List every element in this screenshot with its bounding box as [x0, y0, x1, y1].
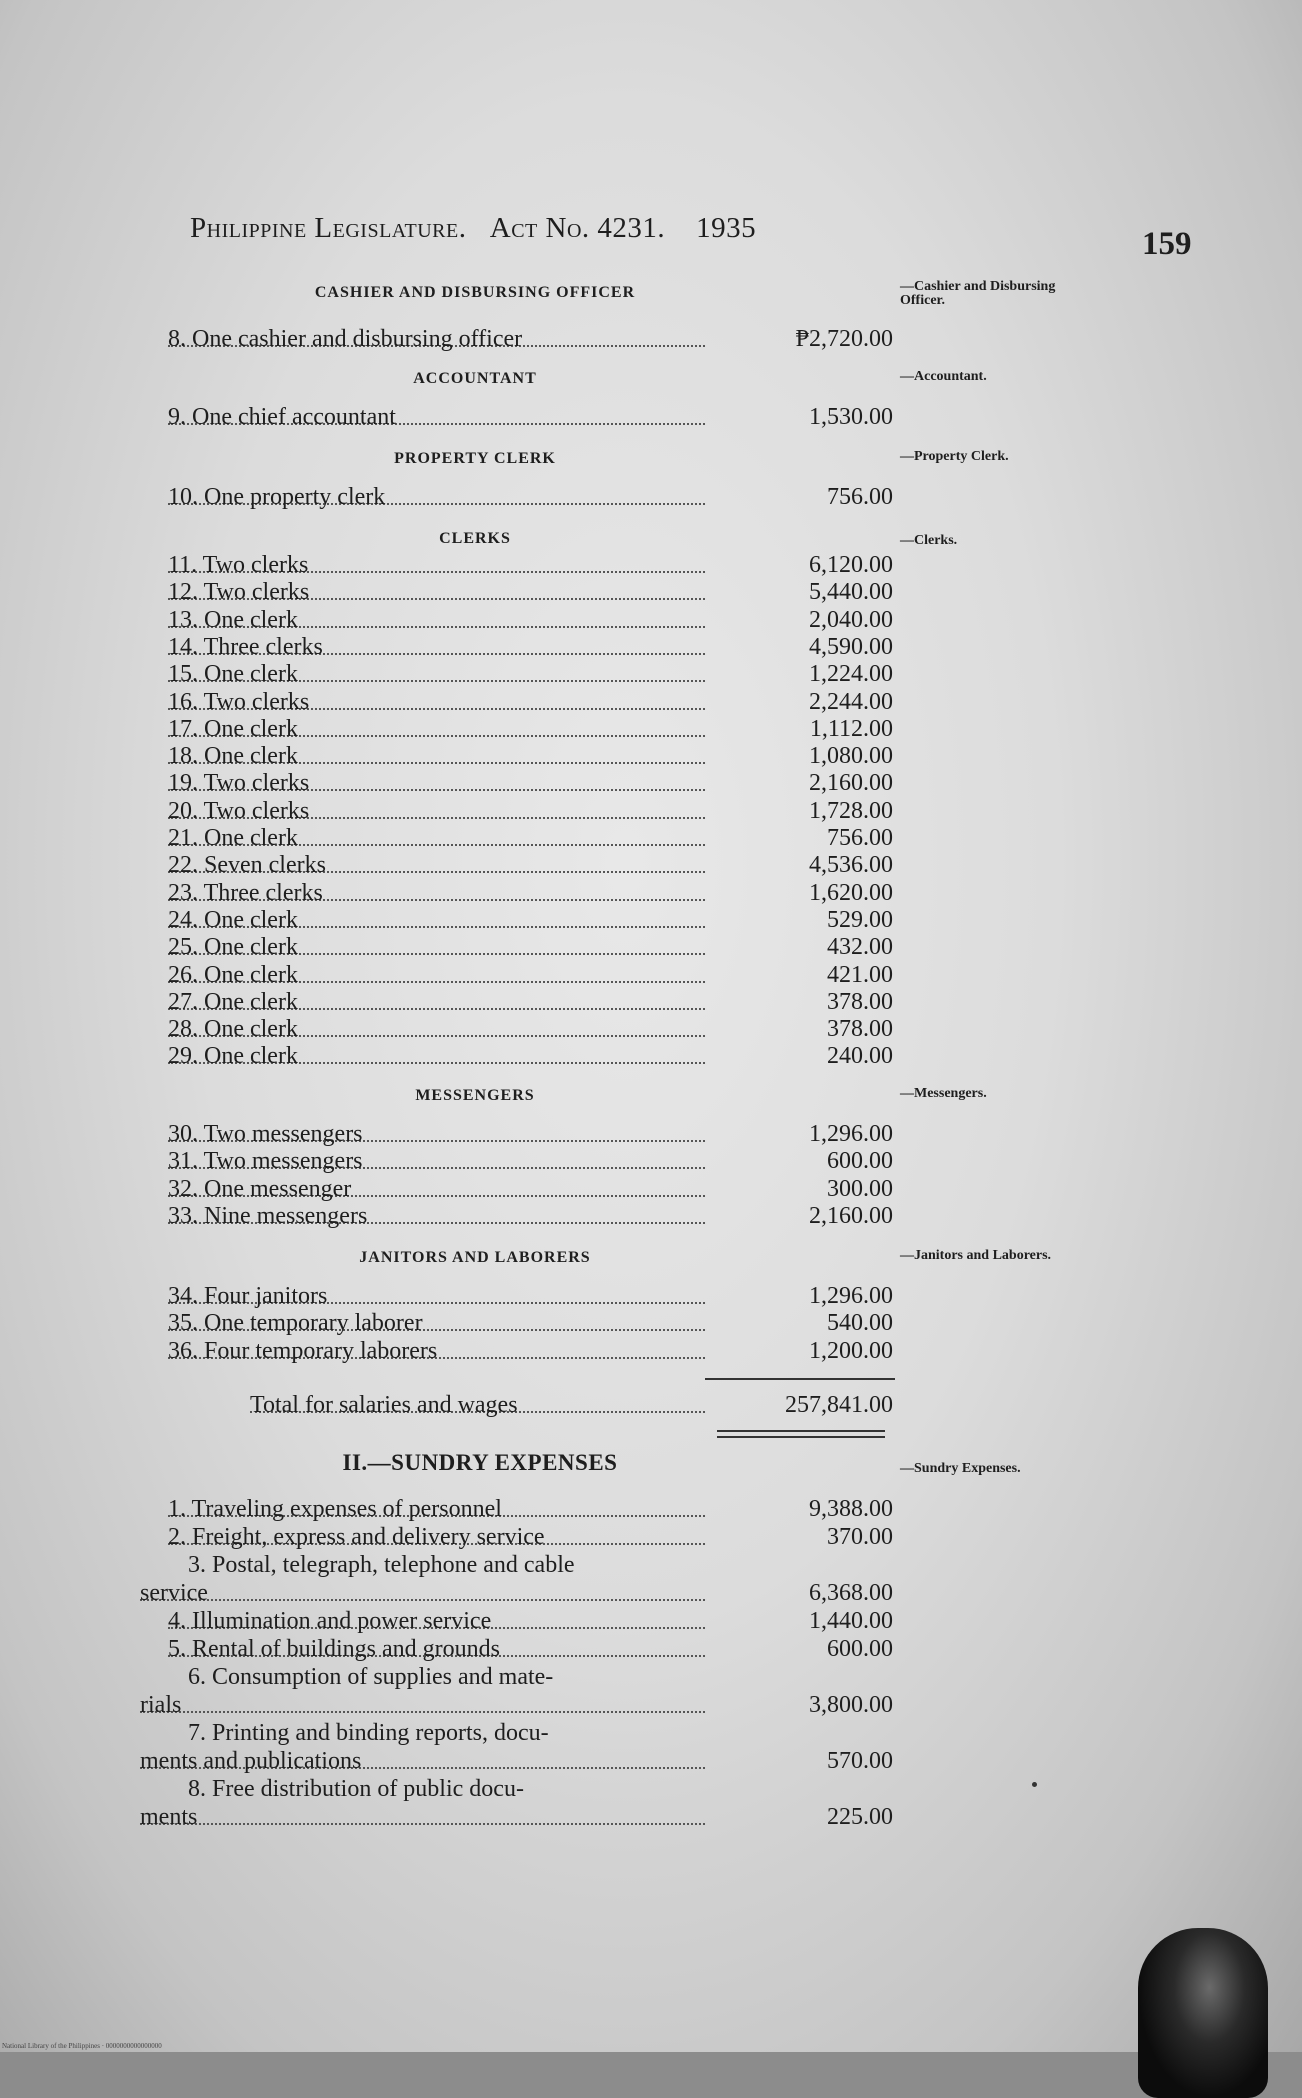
- running-header: [190, 212, 890, 245]
- table-row: [0, 607, 1302, 634]
- table-row: [0, 1016, 1302, 1043]
- table-row: [0, 825, 1302, 852]
- row-label-cell: [168, 852, 705, 879]
- row-label-cell: [168, 1121, 705, 1148]
- table-row: [0, 404, 1302, 431]
- table-row: [0, 1580, 1302, 1607]
- section-heading-row: [0, 450, 1302, 474]
- table-row: [0, 1121, 1302, 1148]
- row-label-cell: [168, 1496, 705, 1523]
- table-row: [0, 1748, 1302, 1775]
- table-row: [0, 1043, 1302, 1070]
- item-label: 24. One clerk: [168, 907, 304, 934]
- item-label: 19. Two clerks: [168, 770, 315, 797]
- scan-credit: National Library of the Philippines · 0000000000000000: [2, 2042, 162, 2050]
- item-label: 8. One cashier and disbursing officer: [168, 326, 528, 353]
- total-rule-double-1: [717, 1430, 885, 1432]
- table-row: [0, 1692, 1302, 1719]
- row-label-cell: [168, 1203, 705, 1230]
- item-label: 5. Rental of buildings and grounds: [168, 1636, 506, 1663]
- item-label: 2. Freight, express and delivery service: [168, 1524, 551, 1551]
- item-amount: 1,112.00: [809, 715, 893, 742]
- item-label: 30. Two messengers: [168, 1121, 369, 1148]
- item-amount: 2,040.00: [809, 606, 893, 633]
- table-row: [0, 1310, 1302, 1337]
- item-label: 28. One clerk: [168, 1016, 304, 1043]
- total-rule-double-2: [717, 1436, 885, 1438]
- item-amount: 756.00: [827, 825, 893, 851]
- item-label-line1: 8. Free distribution of public docu-: [188, 1776, 524, 1802]
- item-amount: 4,536.00: [809, 852, 893, 879]
- item-label: 29. One clerk: [168, 1043, 304, 1070]
- item-label: ments and publications: [140, 1748, 367, 1775]
- item-amount: 257,841.00: [785, 1392, 893, 1418]
- item-amount: 600.00: [827, 1636, 893, 1662]
- row-label-cell: [168, 404, 705, 431]
- item-amount: 1,728.00: [809, 797, 893, 824]
- row-label-cell: [140, 1804, 705, 1831]
- item-amount: 529.00: [827, 906, 893, 933]
- header-year: 1935: [696, 212, 757, 244]
- item-amount: 1,530.00: [809, 404, 893, 430]
- table-row: [0, 579, 1302, 606]
- table-row: [0, 770, 1302, 797]
- item-label: service: [140, 1580, 214, 1607]
- row-label-cell: [168, 1176, 705, 1203]
- item-label-line1: 6. Consumption of supplies and mate-: [188, 1664, 554, 1690]
- table-row: [0, 484, 1302, 511]
- item-amount: 3,800.00: [809, 1692, 893, 1718]
- table-row: [0, 552, 1302, 579]
- item-label: 27. One clerk: [168, 989, 304, 1016]
- item-label-line1: 7. Printing and binding reports, docu-: [188, 1720, 549, 1746]
- item-label: 9. One chief accountant: [168, 404, 402, 431]
- section-heading: CASHIER AND DISBURSING OFFICER: [314, 284, 636, 301]
- row-label-cell: [168, 770, 705, 797]
- item-amount: 1,620.00: [809, 879, 893, 906]
- table-row: [0, 907, 1302, 934]
- item-label: 33. Nine messengers: [168, 1203, 373, 1230]
- item-label-line1: 3. Postal, telegraph, telephone and cable: [188, 1552, 575, 1578]
- speck-mark: [1032, 1782, 1037, 1787]
- item-label: 20. Two clerks: [168, 798, 315, 825]
- item-amount: 9,388.00: [809, 1496, 893, 1522]
- section-heading: MESSENGERS: [415, 1087, 535, 1104]
- item-amount: 6,368.00: [809, 1580, 893, 1606]
- row-label-cell: [168, 880, 705, 907]
- table-row: [0, 1176, 1302, 1203]
- item-amount: 432.00: [827, 934, 893, 961]
- row-label-cell: [168, 1043, 705, 1070]
- item-amount: 370.00: [827, 1524, 893, 1550]
- section-heading: PROPERTY CLERK: [394, 450, 556, 467]
- dot-leader: [140, 1599, 705, 1601]
- row-label-cell: [168, 1310, 705, 1337]
- item-amount: 570.00: [827, 1748, 893, 1774]
- item-amount: 2,160.00: [809, 1202, 893, 1229]
- item-label: 15. One clerk: [168, 661, 304, 688]
- item-label: 1. Traveling expenses of personnel: [168, 1496, 508, 1523]
- item-amount: 240.00: [827, 1043, 893, 1070]
- row-label-cell: [168, 1283, 705, 1310]
- total-rule-top: [705, 1378, 895, 1380]
- row-label-cell: [168, 689, 705, 716]
- margin-note: —Accountant.: [900, 369, 987, 384]
- section-heading: CLERKS: [439, 530, 511, 547]
- item-label: 26. One clerk: [168, 962, 304, 989]
- margin-note: —Cashier and Disbursing Officer.: [900, 279, 1056, 308]
- table-row: [0, 962, 1302, 989]
- table-row: [0, 1148, 1302, 1175]
- row-label-cell: [168, 1148, 705, 1175]
- row-label-cell: [168, 579, 705, 606]
- item-label: Total for salaries and wages: [250, 1392, 524, 1419]
- table-row: [0, 934, 1302, 961]
- item-label: 13. One clerk: [168, 607, 304, 634]
- table-row: [0, 989, 1302, 1016]
- item-label: 11. Two clerks: [168, 552, 314, 579]
- section-heading-row: [0, 279, 1302, 308]
- row-label-cell: [168, 326, 705, 353]
- item-label: 31. Two messengers: [168, 1148, 369, 1175]
- table-row: [0, 743, 1302, 770]
- row-label-cell: [168, 1636, 705, 1663]
- table-row: [0, 1338, 1302, 1365]
- item-label: 16. Two clerks: [168, 689, 315, 716]
- margin-note: —Messengers.: [900, 1086, 987, 1101]
- item-label: ments: [140, 1804, 203, 1831]
- table-row: [0, 798, 1302, 825]
- row-label-cell: [168, 907, 705, 934]
- item-label: 10. One property clerk: [168, 484, 391, 511]
- dot-leader: [140, 1823, 705, 1825]
- item-amount: 1,440.00: [809, 1608, 893, 1634]
- section-heading-row: [0, 1249, 1302, 1273]
- item-amount: 1,296.00: [809, 1121, 893, 1147]
- item-amount: 2,160.00: [809, 770, 893, 797]
- row-label-cell: [168, 1524, 705, 1551]
- item-amount: 1,200.00: [809, 1337, 893, 1364]
- item-label: 14. Three clerks: [168, 634, 329, 661]
- item-amount: 540.00: [827, 1310, 893, 1337]
- row-label-cell: [140, 1748, 705, 1775]
- item-label: 25. One clerk: [168, 934, 304, 961]
- table-row: [0, 326, 1302, 353]
- margin-note: —Clerks.: [900, 533, 958, 548]
- row-label-cell: [168, 798, 705, 825]
- item-amount: 1,296.00: [809, 1283, 893, 1309]
- item-amount: ₱2,720.00: [795, 326, 893, 352]
- row-label-cell: [250, 1392, 705, 1419]
- item-amount: 378.00: [827, 988, 893, 1015]
- section-heading: ACCOUNTANT: [413, 370, 537, 387]
- table-row: [0, 689, 1302, 716]
- item-amount: 2,244.00: [809, 688, 893, 715]
- row-label-cell: [168, 934, 705, 961]
- row-label-cell: [168, 634, 705, 661]
- item-amount: 1,080.00: [809, 743, 893, 770]
- item-label: 32. One messenger: [168, 1176, 357, 1203]
- item-label: 23. Three clerks: [168, 880, 329, 907]
- table-row: [0, 1283, 1302, 1310]
- row-label-cell: [140, 1692, 705, 1719]
- item-amount: 300.00: [827, 1175, 893, 1202]
- item-amount: 4,590.00: [809, 633, 893, 660]
- scanner-thumb-shadow: [1138, 1928, 1268, 2098]
- item-label: 34. Four janitors: [168, 1283, 333, 1310]
- section-heading-row: [0, 1087, 1302, 1111]
- header-legislature: Philippine Legislature.: [190, 212, 467, 244]
- item-amount: 378.00: [827, 1016, 893, 1043]
- item-amount: 421.00: [827, 961, 893, 988]
- row-label-cell: [168, 716, 705, 743]
- table-row: [0, 1804, 1302, 1831]
- item-label: 12. Two clerks: [168, 579, 315, 606]
- row-label-cell: [168, 1016, 705, 1043]
- section-heading-row: [0, 530, 1302, 554]
- margin-note: —Property Clerk.: [900, 449, 1009, 464]
- row-label-cell: [168, 484, 705, 511]
- table-row: [0, 661, 1302, 688]
- item-label: 21. One clerk: [168, 825, 304, 852]
- item-label: 17. One clerk: [168, 716, 304, 743]
- header-act: Act No. 4231.: [489, 212, 666, 244]
- row-label-cell: [140, 1580, 705, 1607]
- row-label-cell: [168, 989, 705, 1016]
- item-amount: 600.00: [827, 1148, 893, 1175]
- item-label: rials: [140, 1692, 187, 1719]
- item-amount: 6,120.00: [809, 552, 893, 578]
- row-label-cell: [168, 1338, 705, 1365]
- table-row: [0, 1392, 1302, 1419]
- row-label-cell: [168, 962, 705, 989]
- table-row: [0, 716, 1302, 743]
- section-heading-row: [0, 370, 1302, 394]
- table-row: [0, 1608, 1302, 1635]
- table-row: [0, 1636, 1302, 1663]
- margin-note: —Janitors and Laborers.: [900, 1248, 1052, 1263]
- table-row: [0, 1524, 1302, 1551]
- table-row: [0, 634, 1302, 661]
- row-label-cell: [168, 607, 705, 634]
- row-label-cell: [168, 825, 705, 852]
- item-label: 35. One temporary laborer: [168, 1310, 429, 1337]
- row-label-cell: [168, 1608, 705, 1635]
- item-label: 18. One clerk: [168, 743, 304, 770]
- table-row: [0, 852, 1302, 879]
- item-label: 36. Four temporary laborers: [168, 1338, 443, 1365]
- row-label-cell: [168, 661, 705, 688]
- margin-note: —Sundry Expenses.: [900, 1461, 1021, 1476]
- section-heading-row: [0, 1450, 1302, 1474]
- table-row: [0, 1496, 1302, 1523]
- item-label: 4. Illumination and power service: [168, 1608, 497, 1635]
- item-amount: 5,440.00: [809, 579, 893, 606]
- section-heading: JANITORS AND LABORERS: [359, 1249, 591, 1266]
- item-amount: 756.00: [827, 484, 893, 510]
- item-amount: 225.00: [827, 1804, 893, 1830]
- item-label: 22. Seven clerks: [168, 852, 332, 879]
- row-label-cell: [168, 552, 705, 579]
- section-heading: II.—SUNDRY EXPENSES: [342, 1450, 618, 1475]
- row-label-cell: [168, 743, 705, 770]
- page-number: 159: [1142, 226, 1192, 262]
- table-row: [0, 880, 1302, 907]
- item-amount: 1,224.00: [809, 661, 893, 688]
- table-row: [0, 1203, 1302, 1230]
- dot-leader: [140, 1711, 705, 1713]
